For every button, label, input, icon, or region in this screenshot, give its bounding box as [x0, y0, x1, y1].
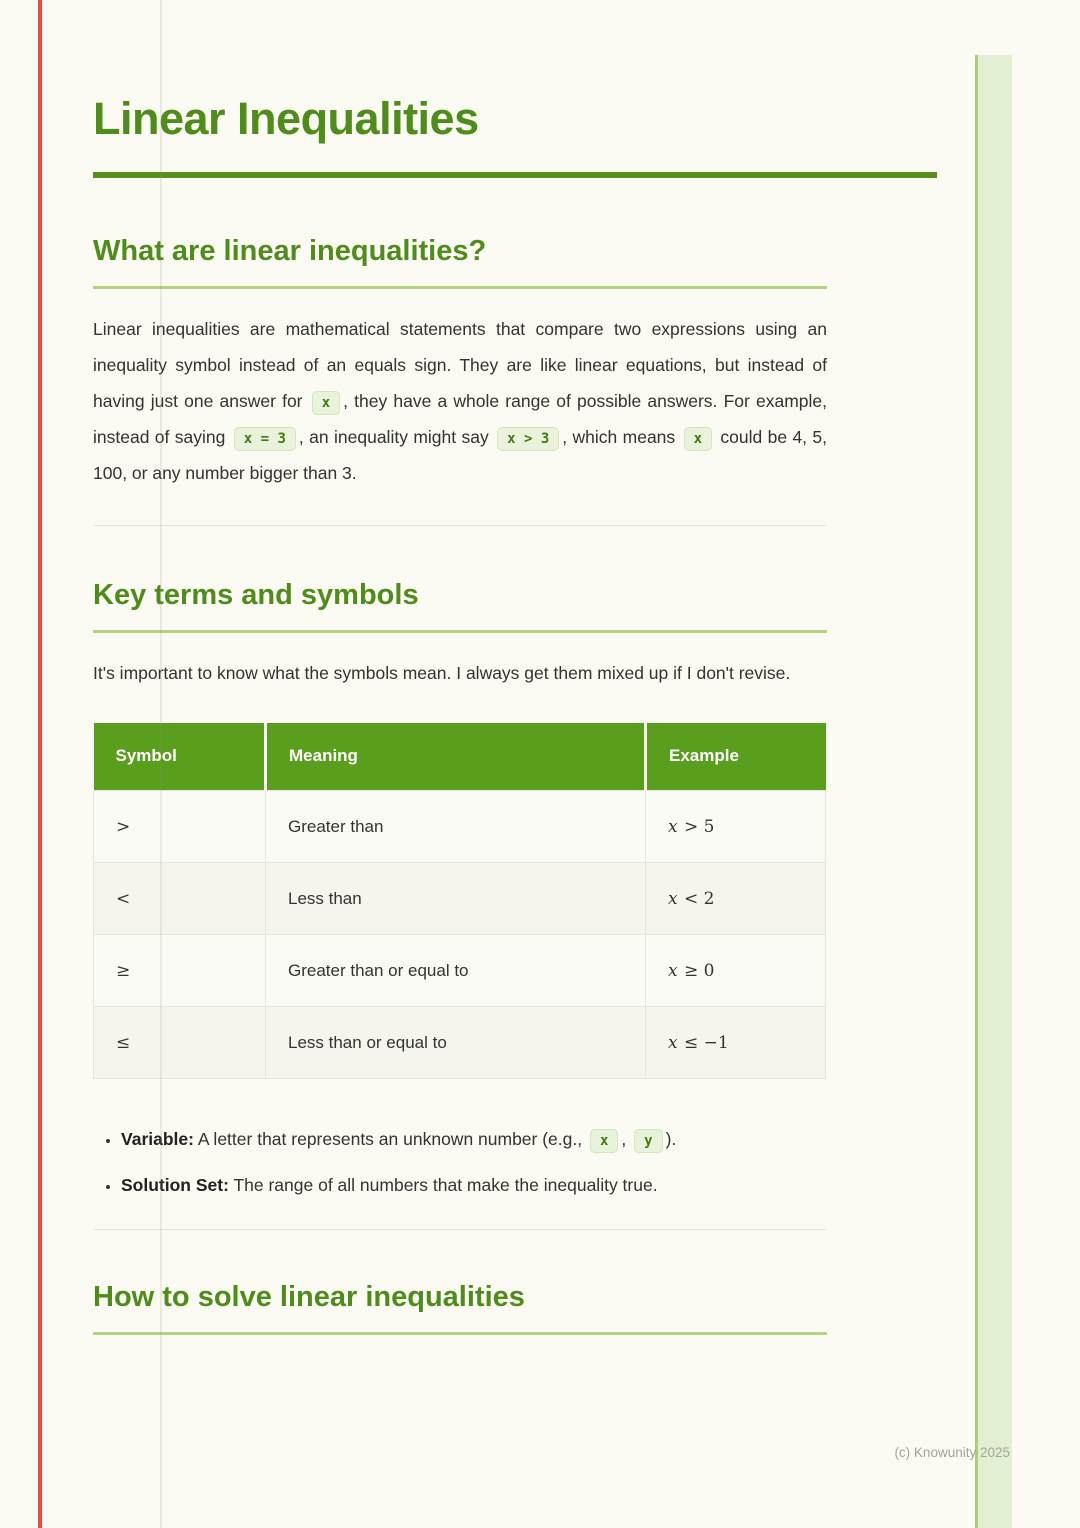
inline-code-chip: x: [312, 391, 340, 415]
key-terms-intro: It's important to know what the symbols mean. I always get them mixed up if I don't revise.: [93, 662, 791, 683]
right-accent-stripe: [975, 55, 1012, 1528]
example-expression: < 2: [678, 888, 715, 909]
example-cell: [646, 863, 826, 935]
example-variable: x: [668, 888, 678, 909]
section-heading: Key terms and symbols: [93, 578, 419, 611]
table-row: [94, 935, 826, 1007]
section-rule: [93, 286, 827, 289]
example-cell: [646, 935, 826, 1007]
text-segment: could be 4, 5, 100, or any number bigger than 3.: [93, 426, 828, 483]
table-header-meaning: Meaning: [266, 723, 646, 791]
symbols-table: [93, 723, 826, 1080]
example-expression: ≤ −1: [678, 1032, 729, 1053]
section-how-to-solve: [93, 1280, 827, 1335]
text-segment: , they have a whole range of possible answers. For example, instead of saying: [93, 390, 827, 447]
section-rule: [93, 630, 827, 633]
section-rule: [93, 1332, 827, 1335]
text-segment: , which means: [562, 426, 681, 447]
table-row: [94, 1007, 826, 1079]
meaning-cell: Less than or equal to: [266, 1007, 646, 1079]
symbol-cell: <: [94, 863, 266, 935]
symbol-cell: ≤: [94, 1007, 266, 1079]
table-row: [94, 863, 826, 935]
list-item-variable: [121, 1121, 827, 1157]
table-row: [94, 791, 826, 863]
section-divider: [93, 525, 827, 526]
text-segment: ,: [621, 1129, 632, 1150]
bold-term: Variable:: [121, 1129, 194, 1150]
bold-term: Solution Set:: [121, 1175, 229, 1196]
example-cell: [646, 1007, 826, 1079]
text-segment: The range of all numbers that make the inequality true.: [228, 1175, 658, 1196]
inline-code-chip: x: [684, 427, 712, 451]
section-heading: How to solve linear inequalities: [93, 1281, 525, 1314]
text-segment: A letter that represents an unknown number (e.g.,: [193, 1129, 587, 1150]
symbol-cell: >: [94, 791, 266, 863]
inline-code-chip: x: [590, 1129, 618, 1153]
inline-code-chip: x = 3: [234, 427, 296, 451]
inline-code-chip: x > 3: [497, 427, 559, 451]
section-heading: What are linear inequalities?: [93, 235, 487, 267]
symbol-cell: ≥: [94, 935, 266, 1007]
section-divider: [93, 1229, 827, 1230]
meaning-cell: Less than: [266, 863, 646, 935]
section-what-are-linear-inequalities: [93, 234, 827, 491]
text-segment: Linear inequalities are mathematical statements that compare two expressions using an inequality symbol instead of an equals sign. They are like linear equations, but instead of having just one answer for: [93, 318, 827, 411]
list-item-solution-set: [121, 1167, 827, 1203]
document-content: [93, 0, 827, 1335]
example-cell: [646, 791, 826, 863]
example-variable: x: [668, 960, 678, 981]
table-header-row: [94, 723, 826, 791]
meaning-cell: Greater than: [266, 791, 646, 863]
footer-credit: (c) Knowunity 2025: [894, 1445, 1010, 1460]
example-variable: x: [668, 816, 678, 837]
example-expression: > 5: [678, 816, 715, 837]
red-margin-line: [38, 0, 42, 1528]
section-key-terms: [93, 578, 827, 1203]
example-variable: x: [668, 1032, 678, 1053]
table-header-symbol: Symbol: [94, 723, 266, 791]
title-rule: [93, 172, 937, 178]
intro-paragraph: [93, 311, 827, 491]
text-segment: ).: [665, 1129, 677, 1150]
example-expression: ≥ 0: [678, 960, 715, 981]
table-header-example: Example: [646, 723, 826, 791]
key-terms-list: [93, 1121, 827, 1203]
text-segment: , an inequality might say: [298, 426, 495, 447]
meaning-cell: Greater than or equal to: [266, 935, 646, 1007]
page-title: Linear Inequalities: [93, 93, 479, 144]
inline-code-chip: y: [634, 1129, 662, 1153]
